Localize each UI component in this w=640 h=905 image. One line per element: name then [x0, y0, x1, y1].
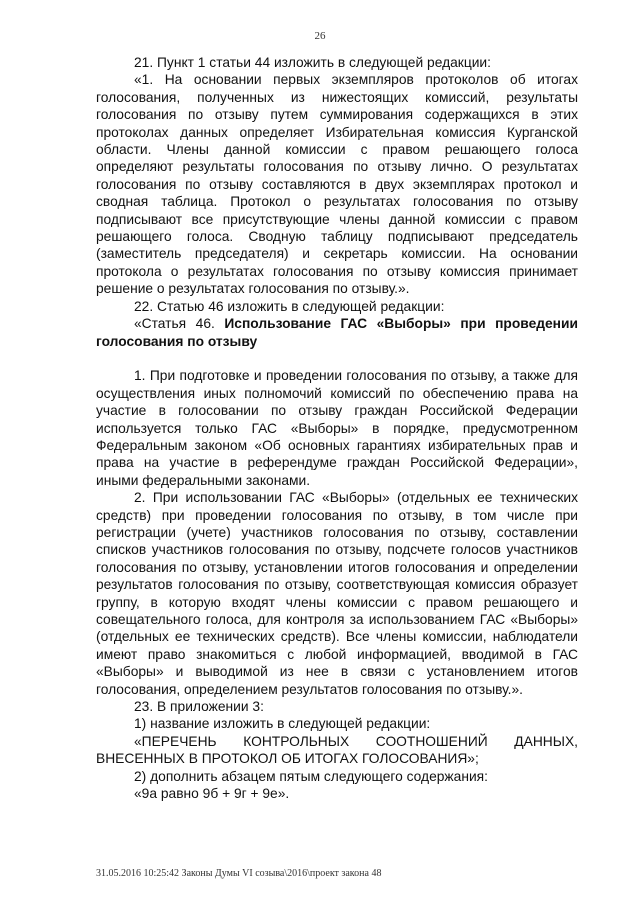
document-body: [96, 54, 578, 802]
article-46-heading-prefix: «Статья 46.: [134, 316, 215, 332]
footer-path: 31.05.2016 10:25:42 Законы Думы VI созыва\2016\проект закона 48: [96, 868, 382, 879]
paragraph-23-item-1: 1) название изложить в следующей редакции:: [134, 716, 431, 732]
blank-line: [96, 350, 578, 367]
paragraph-23-item-2: 2) дополнить абзацем пятым следующего содержания:: [134, 768, 488, 784]
paragraph-21-body: «1. На основании первых экземпляров протоколов об итогах голосования, полученных из нижестоящих комиссий, результаты голосования по отзыву путем суммирования содержащихся в этих протоколах данных определяет Избирательная комиссия Курганской области. Члены данной комиссии с правом решающего голоса определяют результаты голосования по отзыву лично. О результатах голосования по отзыву составляются в двух экземплярах протокол и сводная таблица. Протокол о результатах голосования по отзыву подписывают все присутствующие члены данной комиссии с правом решающего голоса. Сводную таблицу подписывают председатель (заместитель председателя) и секретарь комиссии. На основании протокола о результатах голосования по отзыву комиссия принимает решение о результатах голосования по отзыву.».: [96, 72, 578, 297]
article-46-paragraph-2: 2. При использовании ГАС «Выборы» (отдельных ее технических средств) при проведении голосования по отзыву, в том числе при регистрации (учете) участников голосования по отзыву, составлении списков участников голосования по отзыву, подсчете голосов участников голосования по отзыву, установлении итогов голосования и определении результатов голосования по отзыву, соответствующая комиссия образует группу, в которую входят члены комиссии с правом решающего и совещательного голоса, для контроля за использованием ГАС «Выборы» (отдельных ее технических средств). Все члены комиссии, наблюдатели имеют право знакомиться с любой информацией, вводимой в ГАС «Выборы» и выводимой из нее в связи с установлением итогов голосования, определением результатов голосования по отзыву.».: [96, 490, 578, 697]
article-46-heading-title: Использование ГАС «Выборы» при проведении голосования по отзыву: [96, 316, 578, 349]
paragraph-21-intro: 21. Пункт 1 статьи 44 изложить в следующей редакции:: [134, 55, 491, 70]
paragraph-23-intro: 23. В приложении 3:: [134, 699, 264, 715]
paragraph-22-intro: 22. Статью 46 изложить в следующей редакции:: [134, 298, 445, 314]
article-46-paragraph-1: 1. При подготовке и проведении голосования по отзыву, а также для осуществления иных полномочий комиссий по обеспечению права на участие в голосовании по отзыву граждан Российской Федерации используется только ГАС «Выборы» в порядке, предусмотренном Федеральным законом «Об основных гарантиях избирательных прав и права на участие в референдуме граждан Российской Федерации», иными федеральными законами.: [96, 368, 578, 488]
paragraph-23-item-1-text: «ПЕРЕЧЕНЬ КОНТРОЛЬНЫХ СООТНОШЕНИЙ ДАННЫХ, ВНЕСЕННЫХ В ПРОТОКОЛ ОБ ИТОГАХ ГОЛОСОВАНИЯ»;: [96, 733, 578, 767]
paragraph-23-item-2-text: «9а равно 9б + 9г + 9е».: [134, 786, 290, 802]
article-46-heading: [96, 315, 578, 350]
page-number: 26: [314, 30, 326, 42]
